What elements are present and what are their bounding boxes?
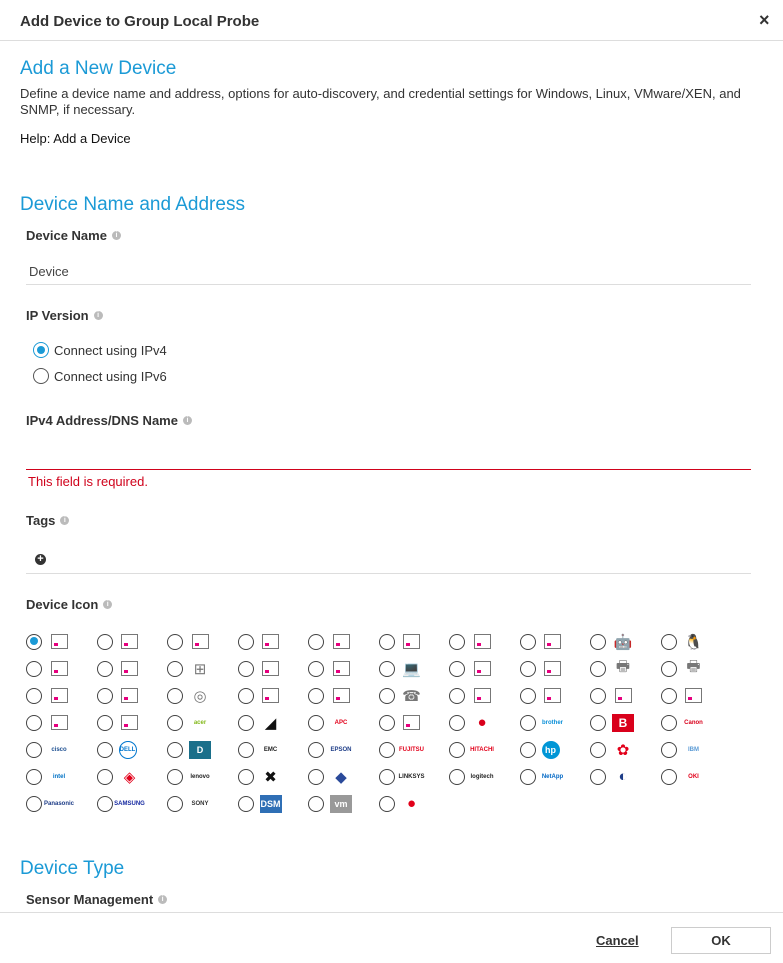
apple-gray-icon — [48, 660, 70, 678]
radio-circle[interactable] — [97, 769, 113, 785]
radio-circle[interactable] — [520, 715, 536, 731]
switch-cross-icon — [48, 714, 70, 732]
device-icon-option-kyocera[interactable] — [97, 763, 167, 790]
device-glyph — [121, 688, 138, 703]
device-icon-option-apc[interactable] — [308, 709, 378, 736]
radio-circle[interactable] — [97, 742, 113, 758]
radio-circle[interactable] — [308, 688, 324, 704]
device-icon-option-network-alert[interactable] — [238, 628, 308, 655]
radio-circle[interactable] — [308, 769, 324, 785]
nas-icon — [471, 660, 493, 678]
panasonic-icon: Panasonic — [44, 800, 75, 807]
radio-circle[interactable] — [379, 769, 395, 785]
sony-icon: SONY — [191, 800, 209, 807]
device-glyph — [615, 688, 632, 703]
crossed-switch-icon — [612, 687, 634, 705]
radio-circle[interactable] — [449, 634, 465, 650]
address-input[interactable] — [26, 444, 751, 470]
device-glyph — [51, 715, 68, 730]
windows-icon: ⊞ — [193, 660, 207, 678]
device-glyph — [121, 634, 138, 649]
radio-circle[interactable] — [590, 769, 606, 785]
radio-circle[interactable] — [449, 742, 465, 758]
device-icon-option-epson[interactable] — [308, 736, 378, 763]
webcam-icon — [119, 687, 141, 705]
device-tower-icon — [330, 660, 352, 678]
device-icon-option-logitech[interactable] — [449, 763, 519, 790]
hitachi-icon: HITACHI — [470, 746, 494, 753]
sensor-management-label — [26, 892, 167, 907]
radio-circle[interactable] — [167, 742, 183, 758]
kyocera-icon: ◈ — [123, 768, 136, 786]
radio-circle[interactable] — [238, 796, 254, 812]
device-icon-option-android[interactable] — [590, 628, 660, 655]
label-text: Device Icon — [26, 597, 99, 612]
device-icon-option-ibm[interactable] — [661, 736, 731, 763]
fujitsu-icon: FUJITSU — [399, 746, 425, 753]
device-glyph — [51, 661, 68, 676]
device-icon-option-nas[interactable] — [449, 655, 519, 682]
device-glyph — [262, 661, 279, 676]
emc-icon: EMC — [263, 746, 278, 753]
device-icon-option-device-tower[interactable] — [308, 655, 378, 682]
radio-circle[interactable] — [238, 634, 254, 650]
device-icon-option-brother[interactable] — [520, 709, 590, 736]
device-icon-option-crossed-switch[interactable] — [590, 682, 660, 709]
device-glyph — [262, 688, 279, 703]
radio-circle[interactable] — [97, 715, 113, 731]
dialog-titlebar — [0, 0, 783, 41]
device-icon-option-dell[interactable] — [97, 736, 167, 763]
device-icon-option-server-rack[interactable] — [167, 628, 237, 655]
radio-circle[interactable] — [26, 661, 42, 677]
device-icon-option-huawei[interactable] — [590, 736, 660, 763]
device-icon-option-netapp[interactable] — [520, 763, 590, 790]
vmware-icon: vm — [330, 795, 352, 813]
device-glyph — [403, 715, 420, 730]
radio-circle[interactable] — [26, 769, 42, 785]
device-icon-option-kemp[interactable] — [590, 763, 660, 790]
info-icon[interactable]: i — [60, 516, 69, 525]
device-icon-label — [26, 597, 112, 612]
synology-dsm-icon: DSM — [260, 795, 282, 813]
device-icon-option-signal-device[interactable] — [308, 682, 378, 709]
device-glyph — [544, 661, 561, 676]
radio-circle[interactable] — [520, 742, 536, 758]
radio-circle[interactable] — [97, 634, 113, 650]
device-icon-option-lancom[interactable] — [308, 763, 378, 790]
frame-icon — [542, 687, 564, 705]
network-alert-icon — [260, 633, 282, 651]
radio-ipv6[interactable] — [33, 368, 167, 384]
device-icon-option-switch-cross[interactable] — [26, 709, 96, 736]
apple-icon — [401, 714, 423, 732]
info-icon[interactable]: i — [94, 311, 103, 320]
label-text: Sensor Management — [26, 892, 154, 907]
device-icon-option-phone[interactable] — [379, 682, 449, 709]
device-icon-option-apple-gray[interactable] — [26, 655, 96, 682]
device-icon-option-vmware[interactable] — [308, 790, 378, 817]
printer-alert-icon — [48, 687, 70, 705]
radio-circle[interactable] — [167, 715, 183, 731]
xerox-icon: ● — [406, 795, 417, 812]
acer-icon: acer — [193, 719, 207, 726]
close-icon[interactable]: × — [759, 10, 770, 30]
radio-circle[interactable] — [590, 742, 606, 758]
epson-icon: EPSON — [330, 746, 352, 753]
device-icon-option-oki[interactable] — [661, 763, 731, 790]
device-icon-option-samsung[interactable] — [97, 790, 167, 817]
radio-circle[interactable] — [590, 661, 606, 677]
signal-device-icon — [330, 687, 352, 705]
radio-circle[interactable] — [238, 742, 254, 758]
device-icon-option-voip-phone[interactable] — [449, 682, 519, 709]
radio-circle[interactable] — [26, 715, 42, 731]
device-icon-option-hitachi[interactable] — [449, 736, 519, 763]
info-icon[interactable]: i — [183, 416, 192, 425]
device-icon-option-device-small[interactable] — [238, 655, 308, 682]
section-heading-device-type: Device Type — [20, 858, 125, 879]
info-icon[interactable]: i — [103, 600, 112, 609]
device-icon-option-wireless[interactable] — [167, 682, 237, 709]
device-icon-option-emc[interactable] — [238, 736, 308, 763]
info-icon[interactable]: i — [112, 231, 121, 240]
device-icon-option-small-switch[interactable] — [661, 682, 731, 709]
radio-circle[interactable] — [590, 715, 606, 731]
nutanix-icon: ✖ — [264, 768, 277, 786]
device-glyph — [403, 634, 420, 649]
device-icon-option-webcam[interactable] — [97, 682, 167, 709]
device-icon-option-printer-small[interactable] — [661, 655, 731, 682]
device-glyph — [51, 634, 68, 649]
radio-circle[interactable] — [379, 634, 395, 650]
radio-circle[interactable] — [520, 634, 536, 650]
radio-circle[interactable] — [97, 661, 113, 677]
ibm-icon: IBM — [688, 746, 699, 753]
device-icon-option-intel[interactable] — [26, 763, 96, 790]
device-icon-option-panasonic[interactable] — [26, 790, 96, 817]
device-icon-option-arista[interactable] — [449, 709, 519, 736]
device-icon-option-cisco[interactable] — [26, 736, 96, 763]
dell-icon: DELL — [119, 741, 137, 759]
device-icon-option-lenovo[interactable] — [167, 763, 237, 790]
radio-circle[interactable] — [379, 715, 395, 731]
arista-icon: ● — [477, 714, 487, 731]
device-icon-option-folder-device[interactable] — [308, 628, 378, 655]
database-icon — [471, 633, 493, 651]
radio-circle[interactable] — [238, 769, 254, 785]
canon-icon: Canon — [684, 719, 703, 726]
device-icon-option-buffalo[interactable] — [590, 709, 660, 736]
amd-icon: ◢ — [264, 714, 277, 732]
address-error: This field is required. — [28, 474, 148, 489]
device-icon-option-dlink[interactable] — [167, 736, 237, 763]
device-icon-option-web-server[interactable] — [520, 628, 590, 655]
radio-circle[interactable] — [238, 661, 254, 677]
radio-circle[interactable] — [379, 688, 395, 704]
kemp-icon: ◐ — [618, 768, 628, 785]
device-glyph — [262, 634, 279, 649]
device-icon-option-switch-cross-2[interactable] — [97, 709, 167, 736]
device-icon-option-windows[interactable] — [167, 655, 237, 682]
radio-circle[interactable] — [449, 661, 465, 677]
laptop-icon: 💻 — [402, 660, 421, 678]
device-glyph — [474, 688, 491, 703]
device-name-label — [26, 228, 121, 243]
device-icon-option-server[interactable] — [26, 628, 96, 655]
radio-circle[interactable] — [449, 688, 465, 704]
device-glyph — [333, 634, 350, 649]
printer-small-icon: 🖶 — [686, 658, 701, 675]
device-icon-option-canon[interactable] — [661, 709, 731, 736]
radio-circle[interactable] — [661, 661, 677, 677]
radio-label: Connect using IPv6 — [54, 368, 167, 384]
device-icon-option-acer[interactable] — [167, 709, 237, 736]
android-icon: 🤖 — [613, 633, 633, 651]
radio-circle[interactable] — [308, 715, 324, 731]
radio-circle[interactable] — [167, 688, 183, 704]
radio-circle[interactable] — [238, 688, 254, 704]
device-glyph — [333, 688, 350, 703]
device-icon-option-printer-alert[interactable] — [26, 682, 96, 709]
label-text: IPv4 Address/DNS Name — [26, 413, 178, 428]
intel-icon: intel — [52, 773, 66, 780]
device-icon-option-frame[interactable] — [520, 682, 590, 709]
huawei-icon: ✿ — [616, 741, 630, 759]
radio-circle[interactable] — [308, 742, 324, 758]
dialog-title: Add Device to Group Local Probe — [20, 13, 260, 30]
address-label — [26, 413, 192, 428]
device-icon-option-firewall[interactable] — [520, 655, 590, 682]
radio-circle[interactable] — [33, 368, 49, 384]
device-icon-option-amd[interactable] — [238, 709, 308, 736]
device-icon-option-xerox[interactable] — [379, 790, 449, 817]
folder-device-icon — [330, 633, 352, 651]
help-link[interactable]: Help: Add a Device — [20, 131, 131, 146]
ok-button[interactable]: OK — [671, 927, 771, 954]
device-icon-option-linux[interactable] — [661, 628, 731, 655]
tags-label — [26, 513, 69, 528]
radio-circle[interactable] — [26, 796, 42, 812]
add-tag-plus-icon[interactable]: + — [35, 554, 46, 565]
device-glyph — [51, 688, 68, 703]
radio-circle[interactable] — [661, 634, 677, 650]
device-glyph — [333, 661, 350, 676]
device-glyph — [685, 688, 702, 703]
radio-ipv4[interactable] — [33, 342, 167, 358]
device-glyph — [544, 634, 561, 649]
radio-circle[interactable] — [661, 688, 677, 704]
device-icon-option-fujitsu[interactable] — [379, 736, 449, 763]
vm-stack-icon — [119, 660, 141, 678]
email-server-icon — [401, 633, 423, 651]
radio-circle[interactable] — [97, 796, 113, 812]
radio-circle[interactable] — [238, 715, 254, 731]
radio-circle[interactable] — [379, 661, 395, 677]
intro-description: Define a device name and address, options for auto-discovery, and credential settings for Windows, Linux, VMware/XEN, and SNMP, if necessary. — [20, 86, 741, 117]
device-icon-option-email-server[interactable] — [379, 628, 449, 655]
device-small-icon — [260, 660, 282, 678]
dlink-icon: D — [189, 741, 211, 759]
intro-heading: Add a New Device — [20, 58, 177, 79]
radio-label: Connect using IPv4 — [54, 342, 167, 358]
switch-icon — [119, 633, 141, 651]
section-heading-name-address: Device Name and Address — [20, 194, 245, 215]
cancel-button[interactable]: Cancel — [596, 933, 639, 948]
server-icon — [48, 633, 70, 651]
wireless-icon: ◎ — [193, 687, 207, 705]
device-icon-option-nutanix[interactable] — [238, 763, 308, 790]
lenovo-icon: lenovo — [190, 773, 210, 780]
radio-circle[interactable] — [26, 688, 42, 704]
oki-icon: OKI — [688, 773, 699, 780]
radio-circle[interactable] — [520, 661, 536, 677]
web-server-icon — [542, 633, 564, 651]
radio-circle[interactable] — [379, 742, 395, 758]
device-glyph — [121, 661, 138, 676]
switch-cross-2-icon — [119, 714, 141, 732]
radio-circle[interactable] — [449, 715, 465, 731]
radio-circle[interactable] — [449, 769, 465, 785]
radio-circle[interactable] — [26, 742, 42, 758]
apc-icon: APC — [334, 719, 348, 726]
printer-icon: 🖶 — [615, 658, 631, 675]
radio-circle[interactable] — [308, 634, 324, 650]
radio-circle[interactable] — [167, 634, 183, 650]
device-icon-option-printer[interactable] — [590, 655, 660, 682]
radio-circle[interactable] — [308, 796, 324, 812]
tags-input[interactable] — [26, 547, 751, 574]
device-glyph — [474, 634, 491, 649]
buffalo-icon: B — [612, 714, 634, 732]
radio-circle[interactable] — [97, 688, 113, 704]
logitech-icon: logitech — [470, 773, 494, 780]
device-icon-option-database[interactable] — [449, 628, 519, 655]
device-icon-option-linksys[interactable] — [379, 763, 449, 790]
radio-circle[interactable] — [661, 769, 677, 785]
linux-icon: 🐧 — [684, 633, 703, 651]
server-rack-icon — [189, 633, 211, 651]
device-glyph — [474, 661, 491, 676]
radio-circle[interactable] — [661, 715, 677, 731]
device-icon-option-sony[interactable] — [167, 790, 237, 817]
device-icon-option-network-devices[interactable] — [238, 682, 308, 709]
radio-circle[interactable] — [308, 661, 324, 677]
samsung-icon: SAMSUNG — [114, 800, 145, 807]
radio-circle[interactable] — [167, 661, 183, 677]
radio-circle[interactable] — [590, 634, 606, 650]
label-text: Tags — [26, 513, 56, 528]
linksys-icon: LINKSYS — [398, 773, 425, 780]
ip-version-label — [26, 308, 103, 323]
cisco-icon: cisco — [51, 746, 67, 753]
info-icon[interactable]: i — [158, 895, 167, 904]
radio-circle[interactable] — [26, 634, 42, 650]
device-icon-option-hp[interactable] — [520, 736, 590, 763]
brother-icon: brother — [542, 719, 563, 726]
netapp-icon: NetApp — [541, 773, 564, 780]
label-text: IP Version — [26, 308, 89, 323]
phone-icon: ☎ — [402, 687, 421, 705]
lancom-icon: ◆ — [335, 768, 347, 786]
device-glyph — [192, 634, 209, 649]
label-text: Device Name — [26, 228, 107, 243]
device-icon-option-laptop[interactable] — [379, 655, 449, 682]
device-icon-option-switch[interactable] — [97, 628, 167, 655]
device-glyph — [544, 688, 561, 703]
firewall-icon — [542, 660, 564, 678]
device-icon-option-synology-dsm[interactable] — [238, 790, 308, 817]
radio-circle[interactable] — [590, 688, 606, 704]
voip-phone-icon — [471, 687, 493, 705]
radio-circle[interactable] — [33, 342, 49, 358]
radio-circle[interactable] — [661, 742, 677, 758]
small-switch-icon — [683, 687, 705, 705]
network-devices-icon — [260, 687, 282, 705]
radio-circle[interactable] — [520, 769, 536, 785]
radio-circle[interactable] — [167, 796, 183, 812]
device-icon-option-apple[interactable] — [379, 709, 449, 736]
hp-icon: hp — [542, 741, 560, 759]
dialog-footer — [0, 912, 783, 963]
radio-circle[interactable] — [520, 688, 536, 704]
radio-circle[interactable] — [379, 796, 395, 812]
device-name-input[interactable] — [26, 259, 751, 285]
device-glyph — [121, 715, 138, 730]
radio-circle[interactable] — [167, 769, 183, 785]
device-icon-option-vm-stack[interactable] — [97, 655, 167, 682]
